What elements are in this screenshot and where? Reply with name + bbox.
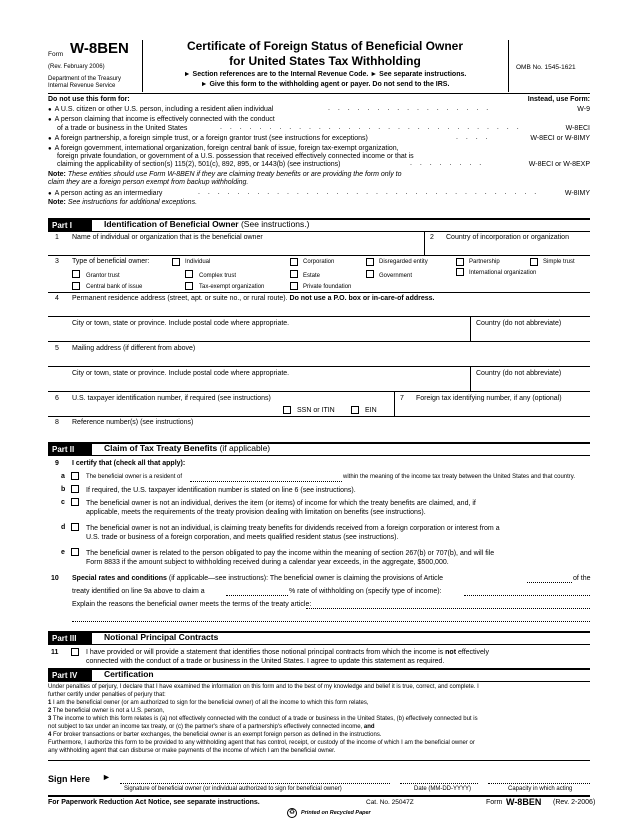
capacity-field[interactable]	[488, 783, 590, 784]
donotuse-form-1: W-9	[577, 106, 590, 113]
irs-label: Internal Revenue Service	[48, 83, 116, 89]
checkbox-partnership[interactable]	[456, 258, 464, 266]
type-disregarded: Disregarded entity	[379, 259, 428, 265]
line9a-country-field[interactable]	[190, 481, 342, 482]
line4-country-label: Country (do not abbreviate)	[476, 320, 562, 327]
checkbox-individual[interactable]	[172, 258, 180, 266]
donotuse-item-2b: of a trade or business in the United States	[57, 125, 188, 132]
line10-explain-field-2[interactable]	[72, 621, 590, 622]
line11-text2: connected with the conduct of a trade or business in the United States. I agree to update this statement as required.	[86, 658, 445, 665]
checkbox-9d[interactable]	[71, 523, 79, 531]
instructions-line1: ► Section references are to the Internal Revenue Code. ► See separate instructions.	[183, 71, 467, 78]
checkbox-private-foundation[interactable]	[290, 282, 298, 290]
type-grantor-trust: Grantor trust	[86, 273, 120, 279]
line5-city-label: City or town, state or province. Include postal code where appropriate.	[72, 370, 290, 377]
line5-label: Mailing address (if different from above)	[72, 345, 196, 352]
line1-number: 1	[55, 234, 59, 241]
line10-rate-field[interactable]	[226, 595, 288, 596]
footer-rev: (Rev. 2-2006)	[553, 799, 596, 806]
checkbox-complex-trust[interactable]	[185, 270, 193, 278]
line9a-letter: a	[61, 473, 65, 480]
date-caption: Date (MM-DD-YYYY)	[414, 786, 472, 792]
line10-number: 10	[51, 575, 59, 582]
line4-number: 4	[55, 295, 59, 302]
checkbox-9c[interactable]	[71, 498, 79, 506]
part2-title: Claim of Tax Treaty Benefits (if applicable)	[104, 443, 271, 453]
type-private-foundation: Private foundation	[303, 284, 352, 290]
line4-label: Permanent residence address (street, apt. or suite no., or rural route). Do not use a P.O. box or in-care-of address.	[72, 295, 435, 302]
type-central-bank: Central bank of issue	[86, 284, 143, 290]
type-individual: Individual	[185, 259, 211, 265]
line10-of-the: of the	[573, 575, 591, 582]
line11-text1: I have provided or will provide a statement that identifies those notional principal contracts from which the income is not effectively	[86, 649, 489, 656]
checkbox-ein[interactable]	[351, 406, 359, 414]
date-field[interactable]	[400, 783, 478, 784]
line1-label: Name of individual or organization that is the beneficial owner	[72, 234, 263, 241]
checkbox-government[interactable]	[366, 270, 374, 278]
part3-label: Part III	[48, 633, 92, 644]
donotuse-item-2: ● A person claiming that income is effectively connected with the conduct	[48, 116, 275, 124]
line9a-text1: The beneficial owner is a resident of	[86, 474, 183, 480]
checkbox-grantor-trust[interactable]	[72, 270, 80, 278]
cert-item-2: 2 The beneficial owner is not a U.S. person,	[48, 708, 165, 714]
omb-number: OMB No. 1545-1621	[516, 64, 576, 71]
type-partnership: Partnership	[469, 259, 500, 265]
donotuse-item-4c: claiming the applicability of section(s) 115(2), 501(c), 892, 895, or 1443(b) (see instructions)	[57, 161, 341, 168]
line10-text: Special rates and conditions (if applicable—see instructions): The beneficial owner is claiming the provisions of Article	[72, 575, 444, 582]
line9d-text2: U.S. trade or business of a foreign corporation, and meets qualified resident status (see instructions).	[86, 534, 399, 541]
donotuse-intermediary-form: W-8IMY	[564, 190, 590, 197]
recycle-icon: ♻	[288, 809, 296, 816]
ein-label: EIN	[365, 407, 377, 414]
checkbox-ssn-itin[interactable]	[283, 406, 291, 414]
part1-label: Part I	[48, 220, 92, 231]
line10-income-type-field[interactable]	[464, 595, 590, 596]
signature-field[interactable]	[120, 783, 390, 784]
type-tax-exempt: Tax-exempt organization	[199, 284, 265, 290]
checkbox-tax-exempt[interactable]	[185, 282, 193, 290]
donotuse-item-4: ● A foreign government, international organization, foreign central bank of issue, foreign tax-exempt organization,	[48, 145, 399, 153]
donotuse-item-1: ● A U.S. citizen or other U.S. person, including a resident alien individual	[48, 106, 273, 114]
form-title-line2: for United States Tax Withholding	[229, 54, 421, 68]
checkbox-international-org[interactable]	[456, 268, 464, 276]
cert-para2: further certify under penalties of perjury that:	[48, 692, 166, 698]
line9c-text1: The beneficial owner is not an individual, derives the item (or items) of income for which the treaty benefits are claimed, and, if	[86, 500, 476, 507]
type-estate: Estate	[303, 273, 321, 279]
line10-explain-field-1[interactable]	[306, 608, 590, 609]
line9c-letter: c	[61, 499, 65, 506]
type-government: Government	[379, 273, 413, 279]
line2-label: Country of incorporation or organization	[446, 234, 569, 241]
checkbox-simple-trust[interactable]	[530, 258, 538, 266]
line9c-text2: applicable, meets the requirements of the treaty provision dealing with limitation on benefits (see instructions).	[86, 509, 426, 516]
line7-label: Foreign tax identifying number, if any (optional)	[416, 395, 562, 402]
note1b: claim they are a foreign person exempt from backup withholding.	[48, 179, 249, 186]
donotuse-item-3: ● A foreign partnership, a foreign simple trust, or a foreign grantor trust (see instructions for exceptions)	[48, 135, 368, 143]
line4-city-label: City or town, state or province. Include postal code where appropriate.	[72, 320, 290, 327]
line9-label: I certify that (check all that apply):	[72, 460, 186, 467]
signature-caption: Signature of beneficial owner (or individual authorized to sign for beneficial owner)	[124, 786, 342, 792]
cert-item-1: 1 I am the beneficial owner (or am authorized to sign for the beneficial owner) of all the income to which this form relates,	[48, 700, 369, 706]
part1-title: Identification of Beneficial Owner (See instructions.)	[104, 219, 310, 229]
cert-item-4: 4 For broker transactions or barter exchanges, the beneficial owner is an exempt foreign person as defined in the instructions.	[48, 732, 382, 738]
form-number: W-8BEN	[70, 40, 129, 57]
type-corporation: Corporation	[303, 259, 335, 265]
line8-number: 8	[55, 419, 59, 426]
checkbox-11[interactable]	[71, 648, 79, 656]
cat-number: Cat. No. 25047Z	[366, 799, 414, 806]
cert-para1: Under penalties of perjury, I declare that I have examined the information on this form and to the best of my knowledge and belief it is true, correct, and complete. I	[48, 684, 479, 690]
line9e-text1: The beneficial owner is related to the person obligated to pay the income within the meaning of section 267(b) or 707(b), and will file	[86, 550, 495, 557]
line7-number: 7	[400, 395, 404, 402]
cert-para4: any withholding agent that can disburse or make payments of the income of which I am the beneficial owner.	[48, 748, 336, 754]
line8-label: Reference number(s) (see instructions)	[72, 419, 194, 426]
cert-item-3b: not subject to tax under an income tax treaty, or (c) the partner's share of a partnership's effectively connected income, and	[48, 724, 375, 730]
part2-label: Part II	[48, 444, 92, 455]
type-simple-trust: Simple trust	[543, 259, 575, 265]
form-word: Form	[48, 51, 64, 58]
footer-form-number: W-8BEN	[506, 797, 542, 807]
rev-date: (Rev. February 2006)	[48, 64, 105, 70]
line10-article-field[interactable]	[527, 582, 572, 583]
checkbox-9b[interactable]	[71, 485, 79, 493]
line2-number: 2	[430, 234, 434, 241]
checkbox-central-bank[interactable]	[72, 282, 80, 290]
line9d-text1: The beneficial owner is not an individual, is claiming treaty benefits for dividends received from a foreign corporation or interest from a	[86, 525, 500, 532]
donotuse-item-4b: foreign private foundation, or government of a U.S. possession that received effectively connected income or that is	[57, 153, 414, 160]
part3-title: Notional Principal Contracts	[104, 632, 219, 642]
checkbox-9a[interactable]	[71, 472, 79, 480]
part4-label: Part IV	[48, 670, 92, 681]
line9e-letter: e	[61, 549, 65, 556]
line9b-text: If required, the U.S. taxpayer identification number is stated on line 6 (see instructions).	[86, 487, 356, 494]
donotuse-heading: Do not use this form for:	[48, 96, 130, 103]
recycled-paper: Printed on Recycled Paper	[301, 810, 371, 816]
donotuse-form-2: W-8ECI	[565, 125, 590, 132]
line6-label: U.S. taxpayer identification number, if required (see instructions)	[72, 395, 271, 402]
ssn-itin-label: SSN or ITIN	[297, 407, 335, 414]
capacity-caption: Capacity in which acting	[508, 786, 573, 792]
cert-item-3a: 3 The income to which this form relates is (a) not effectively connected with the conduct of a trade or business in the United States, (b) effectively connected but is	[48, 716, 478, 722]
line9e-text2: Form 8833 if the amount subject to withholding received during a calendar year exceeds, in the aggregate, $500,000.	[86, 559, 449, 566]
checkbox-disregarded[interactable]	[366, 258, 374, 266]
line9d-letter: d	[61, 524, 66, 531]
checkbox-9e[interactable]	[71, 548, 79, 556]
line9a-text2: within the meaning of the income tax treaty between the United States and that country.	[343, 474, 576, 480]
footer-form-word: Form	[486, 799, 503, 806]
cert-para3: Furthermore, I authorize this form to be provided to any withholding agent that has control, receipt, or custody of the income of which I am the beneficial owner or	[48, 740, 475, 746]
line6-number: 6	[55, 395, 59, 402]
donotuse-intermediary: ● A person acting as an intermediary	[48, 190, 162, 198]
checkbox-estate[interactable]	[290, 270, 298, 278]
type-international-org: International organization	[469, 270, 537, 276]
line9b-letter: b	[61, 486, 66, 493]
checkbox-corporation[interactable]	[290, 258, 298, 266]
donotuse-form-4: W-8ECI or W-8EXP	[528, 161, 590, 168]
line11-number: 11	[51, 649, 59, 656]
line10-explain: Explain the reasons the beneficial owner meets the terms of the treaty article:	[72, 601, 312, 608]
note1: Note: These entities should use Form W-8BEN if they are claiming treaty benefits or are providing the form only to	[48, 171, 402, 178]
line3-number: 3	[55, 258, 59, 265]
line3-label: Type of beneficial owner:	[72, 258, 150, 265]
paperwork-notice: For Paperwork Reduction Act Notice, see separate instructions.	[48, 799, 260, 806]
type-complex-trust: Complex trust	[199, 273, 237, 279]
line10-text2: treaty identified on line 9a above to claim a	[72, 588, 205, 595]
line9-number: 9	[55, 460, 59, 467]
line5-number: 5	[55, 345, 59, 352]
form-title-line1: Certificate of Foreign Status of Beneficial Owner	[186, 39, 464, 53]
part4-title: Certification	[104, 669, 154, 679]
instead-heading: Instead, use Form:	[527, 96, 590, 103]
sign-here: Sign Here	[48, 774, 91, 784]
note2: Note: See instructions for additional exceptions.	[48, 199, 198, 206]
line10-text3: % rate of withholding on (specify type of income):	[289, 588, 442, 595]
department: Department of the Treasury	[48, 76, 122, 82]
line5-country-label: Country (do not abbreviate)	[476, 370, 562, 377]
donotuse-form-3: W-8ECI or W-8IMY	[530, 135, 590, 142]
instructions-line2: ► Give this form to the withholding agent or payer. Do not send to the IRS.	[200, 81, 450, 88]
